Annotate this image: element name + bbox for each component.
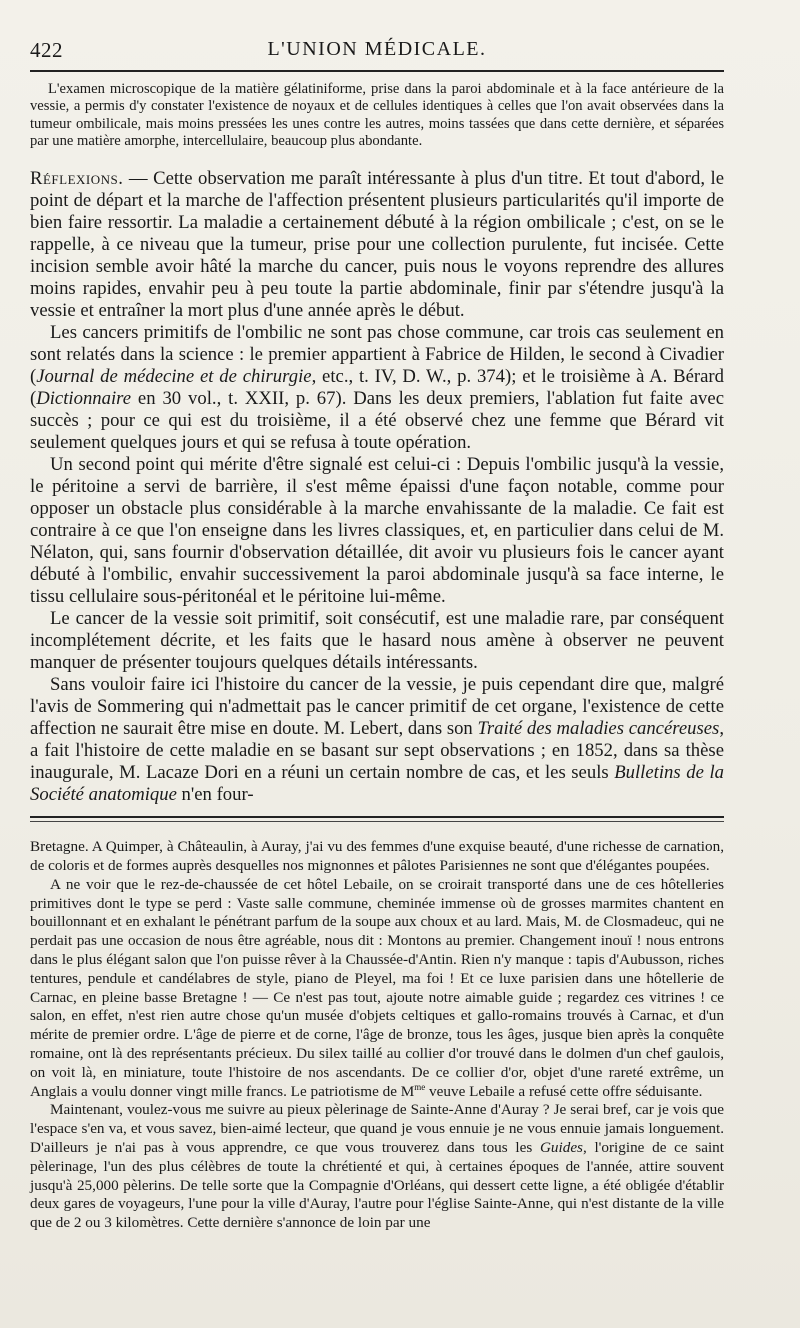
brittany-paragraph: Bretagne. A Quimper, à Châteaulin, à Auray, j'ai vu des femmes d'une exquise beauté, d'une richesse de carnation, de coloris et de formes auprès desquelles nos mignonnes et pâlotes Parisiennes ne sont que d'élégantes poupées.: [30, 838, 724, 874]
reflexions-label: Réflexions.: [30, 168, 124, 190]
header-rule: [30, 70, 724, 72]
guides-title: Guides: [539, 1138, 583, 1156]
bulletins-title: Bulletins de la Société anatomique: [30, 762, 724, 806]
paragraph-text: n'en four-: [176, 784, 254, 806]
page-header: [30, 32, 724, 72]
paragraph-text: Les cancers primitifs de l'ombilic ne sont pas chose commune, car trois cas seulement en sont relatés dans la science : le premier appartient à Fabrice de Hilden, le second à Civadier (: [30, 322, 724, 388]
paragraph-text: en 30 vol., t. XXII, p. 67). Dans les deux premiers, l'ablation fut faite avec succès ; pour ce qui est du troisième, il a été observé chez une femme que Bérard vit seulement quelques jours et qui se refusa à toute opération.: [30, 388, 724, 454]
paragraph-text: , l'origine de ce saint pèlerinage, l'un des plus célèbres de toute la chrétienté et qui, à certaines époques de l'année, attire souvent jusqu'à 25,000 pèlerins. De telle sorte que la Compagnie d'Orléans, qui dessert cette ligne, a été obligée d'établir deux gares de voyageurs, l'une pour la ville d'Auray, l'autre pour l'église Sainte-Anne, qui n'est distante de la ville que de 2 ou 3 kilomètres. Cette dernière s'annonce de loin par une: [30, 1138, 724, 1232]
paragraph-text: veuve Lebaile a refusé cette offre séduisante.: [425, 1082, 703, 1100]
traite-title: Traité des maladies cancéreuses: [477, 718, 720, 740]
reflexions-text: — Cette observation me paraît intéressante à plus d'un titre. Et tout d'abord, le point de départ et la marche de l'affection présentent plusieurs particularités qu'il importe de bien faire ressortir. La maladie a certainement débuté à la région ombilicale ; c'est, on se le rappelle, à ce niveau que la tumeur, prise pour une collection purulente, fut incisée. Cette incision semble avoir hâté la marche du cancer, puis nous le voyons reprendre des allures moins rapides, envahir peu à peu toute la partie abdominale, finir par s'étendre jusqu'à la vessie et entraîner la mort plus d'une année après le début.: [30, 168, 724, 322]
main-article-text: [30, 168, 724, 806]
reflexions-paragraph: [30, 168, 724, 322]
paragraph-text: A ne voir que le rez-de-chaussée de cet hôtel Lebaile, on se croirait transporté dans une de ces hôtelleries primitives dont le type se perd : Vaste salle commune, cheminée immense où de grosses marmites chantent en bouillonnant et en exhalant le pénétrant parfum de la soupe aux choux et au lard. Mais, M. de Closmadeuc, qui ne perdait pas une occasion de nous être agréable, nous dit : Montons au premier. Changement inouï ! nous entrons dans le plus élégant salon que l'on puisse rêver à la Chaussée-d'Antin. Rien n'y manque : tapis d'Aubusson, riches tentures, pendule et candélabres de style, piano de Pleyel, ma foi ! Et ce luxe parisien dans une hôtellerie de Carnac, en pleine basse Bretagne ! — Ce n'est pas tout, ajoute notre aimable guide ; regardez ces vitrines ! ce salon, en effet, n'est rien autre chose qu'un musée d'objets celtiques et gallo-romains trouvés à Carnac, et d'un mérite de premier ordre. L'âge de pierre et de corne, l'âge de bronze, tous les âges, jusque bien après la conquête romaine, ont là des représentants précieux. Du silex taillé au collier d'or trouvé dans le dolmen d'un chef gaulois, on voit là, en miniature, toute l'histoire de nos ascendants. De ce collier d'or, objet d'une rareté extrême, un Anglais a voulu donner vingt mille francs. Le patriotisme de M: [30, 875, 724, 1100]
hotel-lebaile-paragraph: [30, 876, 724, 1102]
microscopy-paragraph: L'examen microscopique de la matière gélatiniforme, prise dans la paroi abdominale et à la face antérieure de la vessie, a permis d'y constater l'existence de noyaux et de cellules identiques à celles que l'on avait observées dans la tumeur ombilicale, mais moins pressées les unes contre les autres, moins tassées que dans cette dernière, et séparées par une matière amorphe, intercellulaire, beaucoup plus abondante.: [30, 81, 724, 149]
page-number: 422: [30, 38, 63, 62]
running-title: L'UNION MÉDICALE.: [267, 38, 487, 60]
paragraph-text: Sans vouloir faire ici l'histoire du cancer de la vessie, je puis cependant dire que, malgré l'avis de Sommering qui n'admettait pas le cancer primitif de cet organe, l'existence de cette affection ne saurait être mise en doute. M. Lebert, dans son: [30, 674, 724, 740]
paragraph-text: , a fait l'histoire de cette maladie en se basant sur sept observations ; en 1852, dans sa thèse inaugurale, M. Lacaze Dori en a réuni un certain nombre de cas, et les seuls: [30, 718, 725, 784]
feuilleton-divider: [30, 816, 724, 822]
dictionary-title: Dictionnaire: [36, 388, 132, 410]
superscript: me: [414, 1081, 426, 1092]
peritoneum-paragraph: Un second point qui mérite d'être signalé est celui-ci : Depuis l'ombilic jusqu'à la vessie, le péritoine a servi de barrière, il s'est même épaissi d'une façon notable, comme pour opposer un obstacle plus considérable à la marche envahissante de la maladie. Ce fait est contraire à ce que l'on enseigne dans les livres classiques, et, en particulier dans celui de M. Nélaton, qui, sans fournir d'observation détaillée, dit avoir vu plusieurs fois le cancer ayant débuté à l'ombilic, envahir successivement la paroi abdominale jusqu'à sa face interne, le tissu cellulaire sous-péritonéal et le péritoine lui-même.: [30, 454, 724, 608]
feuilleton-text: [30, 838, 724, 1233]
microscopy-note: [30, 81, 724, 150]
paragraph-text: Maintenant, voulez-vous me suivre au pieux pèlerinage de Sainte-Anne d'Auray ? Je serai bref, car je vois que l'espace s'en va, et vous savez, bien-aimé lecteur, que quand je vous ennuie je ne vous ennuie jamais longuement. D'ailleurs je n'ai pas à vous apprendre, ce que vous trouverez dans tous les: [30, 1101, 724, 1156]
pilgrimage-paragraph: [30, 1101, 724, 1233]
bladder-cancer-paragraph: Le cancer de la vessie soit primitif, soit consécutif, est une maladie rare, par conséquent incomplétement décrite, et les faits que le hasard nous amène à observer ne peuvent manquer de présenter toujours quelques détails intéressants.: [30, 608, 724, 674]
journal-title: Journal de médecine et de chirurgie: [36, 366, 312, 388]
umbilical-cancers-paragraph: [30, 322, 724, 454]
paragraph-text: , etc., t. IV, D. W., p. 374); et le troisième à A. Bérard (: [30, 366, 724, 410]
history-paragraph: [30, 674, 724, 806]
